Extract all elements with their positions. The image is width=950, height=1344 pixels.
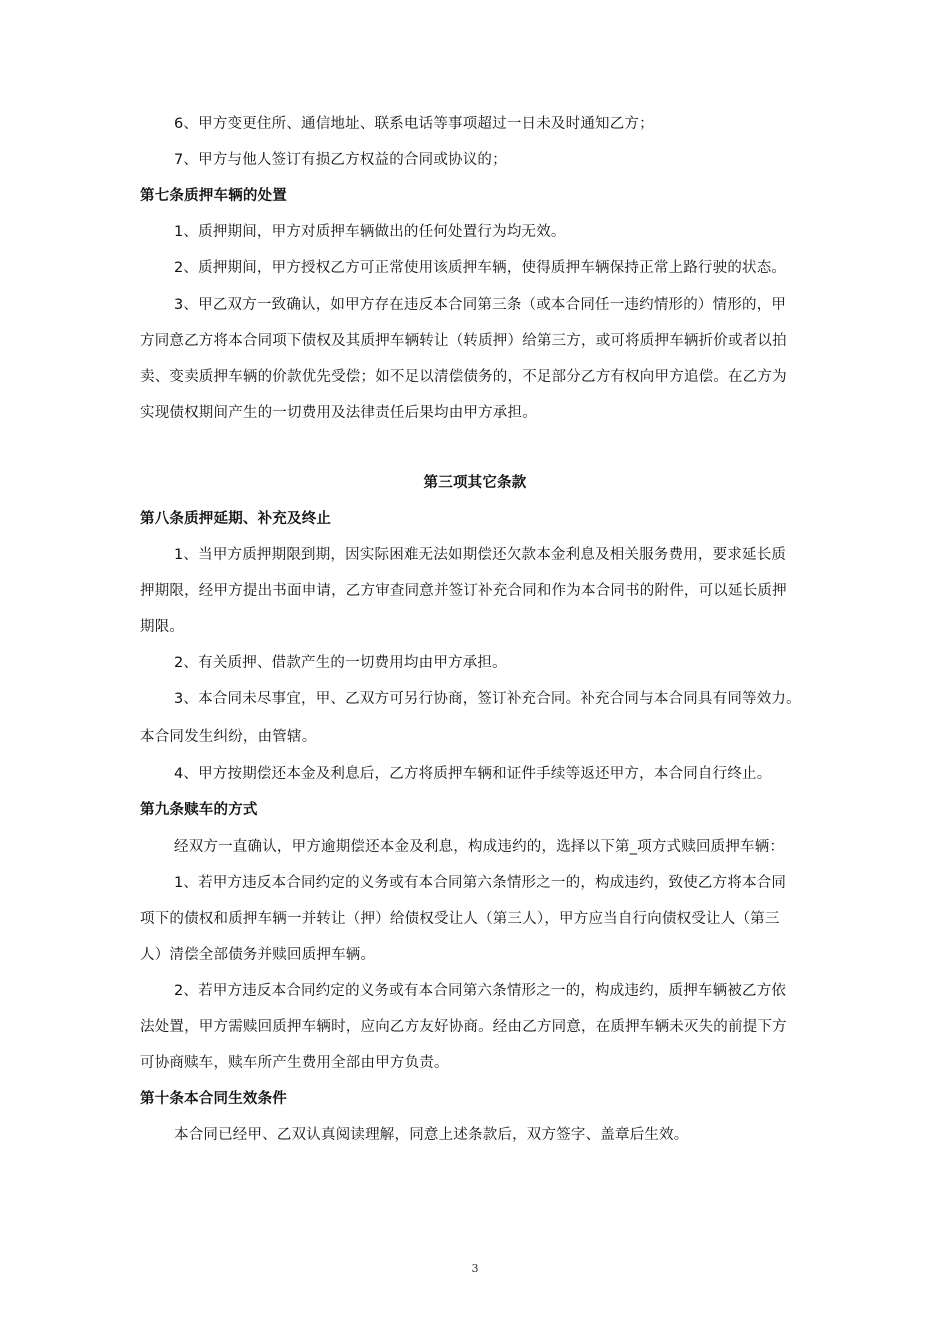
clause-8-2: 2、有关质押、借款产生的一切费用均由甲方承担。 xyxy=(174,655,507,671)
section-title-3: 第三项其它条款 xyxy=(423,475,527,491)
heading-article-8: 第八条质押延期、补充及终止 xyxy=(140,511,332,527)
clause-9-1-line3: 人）清偿全部债务并赎回质押车辆。 xyxy=(140,947,376,963)
clause-9-1-line2: 项下的债权和质押车辆一并转让（押）给债权受让人（第三人），甲方应当自行向债权受让人（第三 xyxy=(140,911,780,927)
clause-9-2-line1: 2、若甲方违反本合同约定的义务或有本合同第六条情形之一的，构成违约，质押车辆被乙方依 xyxy=(174,983,787,999)
clause-6-7: 7、甲方与他人签订有损乙方权益的合同或协议的； xyxy=(174,152,507,168)
clause-10-text: 本合同已经甲、乙双认真阅读理解，同意上述条款后，双方签字、盖章后生效。 xyxy=(174,1127,689,1143)
clause-8-1-line3: 期限。 xyxy=(140,619,185,635)
clause-9-intro: 经双方一直确认，甲方逾期偿还本金及利息，构成违约的，选择以下第_项方式赎回质押车辆： xyxy=(174,839,785,855)
heading-article-7: 第七条质押车辆的处置 xyxy=(140,188,287,204)
clause-8-3-line1: 3、本合同未尽事宜，甲、乙双方可另行协商，签订补充合同。补充合同与本合同具有同等效力。 xyxy=(174,691,801,707)
clause-7-3-line2: 方同意乙方将本合同项下债权及其质押车辆转让（转质押）给第三方，或可将质押车辆折价或者以拍 xyxy=(140,333,787,349)
clause-9-2-line2: 法处置，甲方需赎回质押车辆时，应向乙方友好协商。经由乙方同意，在质押车辆未灭失的前提下方 xyxy=(140,1019,787,1035)
clause-9-1-line1: 1、若甲方违反本合同约定的义务或有本合同第六条情形之一的，构成违约，致使乙方将本合同 xyxy=(174,875,787,891)
clause-6-6: 6、甲方变更住所、通信地址、联系电话等事项超过一日未及时通知乙方； xyxy=(174,116,654,132)
clause-8-3-line2: 本合同发生纠纷，由管辖。 xyxy=(140,729,317,745)
clause-8-4: 4、甲方按期偿还本金及利息后，乙方将质押车辆和证件手续等返还甲方，本合同自行终止。 xyxy=(174,766,772,782)
clause-8-1-line2: 押期限，经甲方提出书面申请，乙方审查同意并签订补充合同和作为本合同书的附件，可以延长质押 xyxy=(140,583,787,599)
clause-7-3-line1: 3、甲乙双方一致确认，如甲方存在违反本合同第三条（或本合同任一违约情形的）情形的，甲 xyxy=(174,297,787,313)
clause-7-2: 2、质押期间，甲方授权乙方可正常使用该质押车辆，使得质押车辆保持正常上路行驶的状态。 xyxy=(174,260,787,276)
clause-7-3-line4: 实现债权期间产生的一切费用及法律责任后果均由甲方承担。 xyxy=(140,405,537,421)
heading-article-9: 第九条赎车的方式 xyxy=(140,802,258,818)
heading-article-10: 第十条本合同生效条件 xyxy=(140,1091,287,1107)
clause-7-1: 1、质押期间，甲方对质押车辆做出的任何处置行为均无效。 xyxy=(174,224,566,240)
page-number: 3 xyxy=(471,1262,479,1275)
clause-7-3-line3: 卖、变卖质押车辆的价款优先受偿；如不足以清偿债务的，不足部分乙方有权向甲方追偿。在乙方为 xyxy=(140,369,787,385)
clause-8-1-line1: 1、当甲方质押期限到期，因实际困难无法如期偿还欠款本金利息及相关服务费用，要求延长质 xyxy=(174,547,787,563)
clause-9-2-line3: 可协商赎车，赎车所产生费用全部由甲方负责。 xyxy=(140,1055,449,1071)
